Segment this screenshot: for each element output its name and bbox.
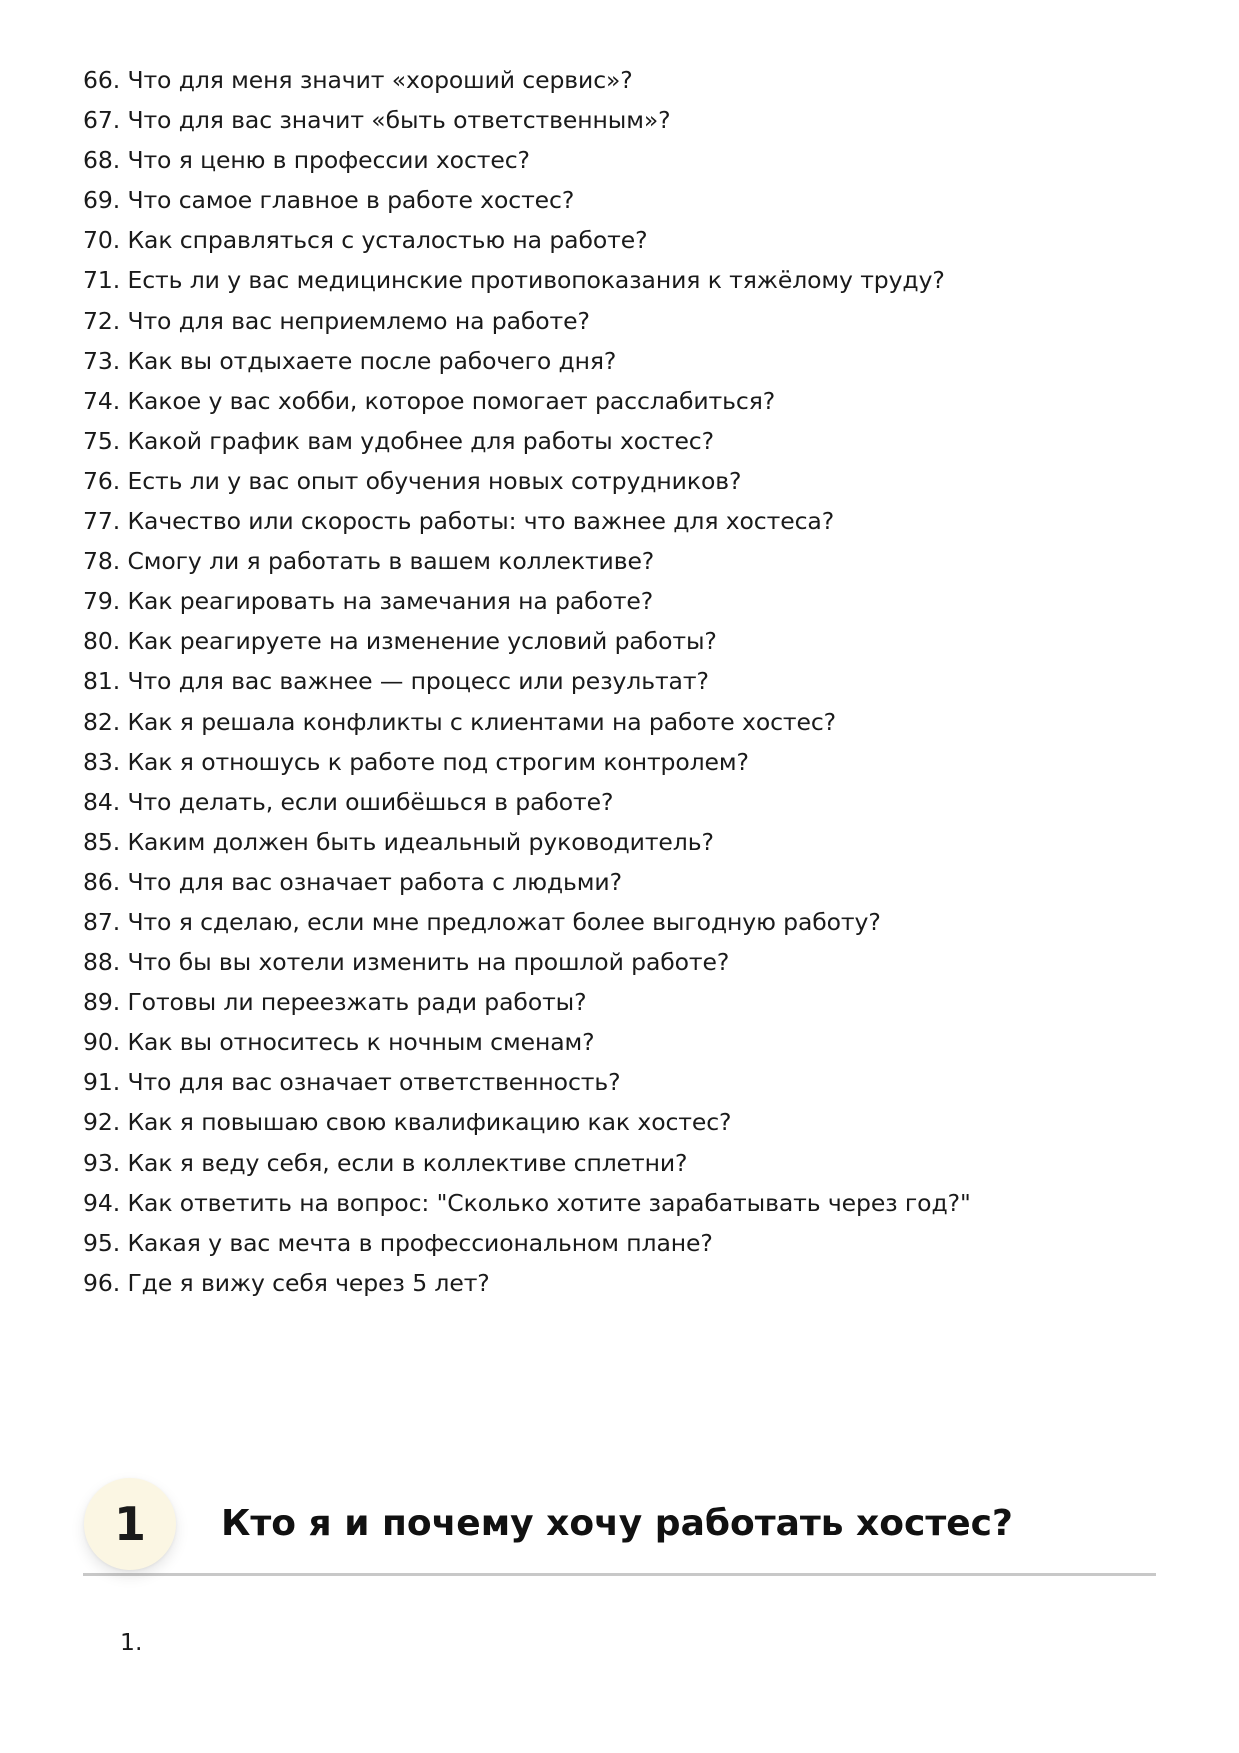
question-text: Что для вас означает работа с людьми? bbox=[127, 867, 622, 896]
question-number: 85. bbox=[83, 827, 121, 856]
section-header bbox=[83, 1478, 1156, 1576]
question-number: 95. bbox=[83, 1228, 121, 1257]
question-item bbox=[83, 1022, 971, 1062]
question-item bbox=[83, 702, 971, 742]
question-text: Есть ли у вас медицинские противопоказания к тяжёлому труду? bbox=[127, 266, 945, 295]
question-number: 88. bbox=[83, 948, 121, 977]
question-item bbox=[83, 541, 971, 581]
question-text: Как я веду себя, если в коллективе сплетни? bbox=[127, 1148, 688, 1177]
question-number: 77. bbox=[83, 507, 121, 536]
question-number: 73. bbox=[83, 346, 121, 375]
question-text: Как справляться с усталостью на работе? bbox=[127, 226, 648, 255]
question-item bbox=[83, 1223, 971, 1263]
question-text: Что я сделаю, если мне предложат более выгодную работу? bbox=[127, 907, 881, 936]
question-text: Как реагировать на замечания на работе? bbox=[127, 587, 654, 616]
question-text: Какая у вас мечта в профессиональном плане? bbox=[127, 1228, 713, 1257]
question-number: 66. bbox=[83, 66, 121, 94]
question-item bbox=[83, 1102, 971, 1142]
question-item bbox=[83, 982, 971, 1022]
question-item bbox=[83, 1263, 971, 1303]
question-number: 71. bbox=[83, 266, 121, 295]
question-text: Что самое главное в работе хостес? bbox=[127, 186, 575, 215]
question-item bbox=[83, 621, 971, 661]
question-number: 92. bbox=[83, 1108, 121, 1137]
question-item bbox=[83, 1143, 971, 1183]
question-number: 72. bbox=[83, 306, 121, 335]
question-text: Что делать, если ошибёшься в работе? bbox=[127, 787, 614, 816]
question-number: 94. bbox=[83, 1188, 121, 1217]
question-text: Какой график вам удобнее для работы хостес? bbox=[127, 426, 714, 455]
question-text: Как вы отдыхаете после рабочего дня? bbox=[127, 346, 617, 375]
question-number: 87. bbox=[83, 907, 121, 936]
question-list bbox=[83, 60, 971, 1303]
question-number: 80. bbox=[83, 627, 121, 656]
question-item bbox=[83, 461, 971, 501]
question-text: Что для вас значит «быть ответственным»? bbox=[127, 106, 671, 135]
question-text: Смогу ли я работать в вашем коллективе? bbox=[127, 547, 655, 576]
question-number: 78. bbox=[83, 547, 121, 576]
question-number: 93. bbox=[83, 1148, 121, 1177]
question-item bbox=[83, 301, 971, 341]
question-number: 96. bbox=[83, 1268, 121, 1297]
question-number: 67. bbox=[83, 106, 121, 135]
question-text: Как я решала конфликты с клиентами на работе хостес? bbox=[127, 707, 837, 736]
question-item bbox=[83, 782, 971, 822]
question-text: Какое у вас хобби, которое помогает расслабиться? bbox=[127, 386, 776, 415]
question-item bbox=[83, 661, 971, 701]
question-number: 69. bbox=[83, 186, 121, 215]
question-text: Как я отношусь к работе под строгим контролем? bbox=[127, 747, 749, 776]
question-item bbox=[83, 100, 971, 140]
question-item bbox=[83, 60, 971, 100]
sub-item-number: 1. bbox=[120, 1628, 143, 1656]
question-item bbox=[83, 862, 971, 902]
question-item bbox=[83, 341, 971, 381]
question-item bbox=[83, 501, 971, 541]
question-item bbox=[83, 220, 971, 260]
question-number: 76. bbox=[83, 466, 121, 495]
question-item bbox=[83, 381, 971, 421]
question-text: Как я повышаю свою квалификацию как хостес? bbox=[127, 1108, 732, 1137]
section-title: Кто я и почему хочу работать хостес? bbox=[221, 1503, 1013, 1544]
question-text: Как реагируете на изменение условий работы? bbox=[127, 627, 717, 656]
question-text: Есть ли у вас опыт обучения новых сотрудников? bbox=[127, 466, 742, 495]
question-item bbox=[83, 140, 971, 180]
question-number: 83. bbox=[83, 747, 121, 776]
question-text: Каким должен быть идеальный руководитель? bbox=[127, 827, 714, 856]
question-number: 90. bbox=[83, 1028, 121, 1057]
question-number: 79. bbox=[83, 587, 121, 616]
question-number: 89. bbox=[83, 988, 121, 1017]
question-number: 70. bbox=[83, 226, 121, 255]
question-item bbox=[83, 581, 971, 621]
question-item bbox=[83, 1062, 971, 1102]
question-text: Как вы относитесь к ночным сменам? bbox=[127, 1028, 595, 1057]
question-text: Что я ценю в профессии хостес? bbox=[127, 146, 530, 175]
section-number-badge: 1 bbox=[84, 1478, 176, 1570]
question-text: Где я вижу себя через 5 лет? bbox=[127, 1268, 490, 1297]
question-number: 91. bbox=[83, 1068, 121, 1097]
question-text: Что для меня значит «хороший сервис»? bbox=[127, 66, 633, 94]
question-number: 68. bbox=[83, 146, 121, 175]
question-number: 82. bbox=[83, 707, 121, 736]
question-item bbox=[83, 902, 971, 942]
question-item bbox=[83, 1183, 971, 1223]
question-number: 84. bbox=[83, 787, 121, 816]
question-text: Что для вас важнее — процесс или результат? bbox=[127, 667, 709, 696]
question-text: Качество или скорость работы: что важнее для хостеса? bbox=[127, 507, 835, 536]
question-item bbox=[83, 822, 971, 862]
question-item bbox=[83, 421, 971, 461]
question-number: 74. bbox=[83, 386, 121, 415]
question-text: Как ответить на вопрос: "Сколько хотите зарабатывать через год?" bbox=[127, 1188, 971, 1217]
question-number: 86. bbox=[83, 867, 121, 896]
question-text: Что для вас означает ответственность? bbox=[127, 1068, 621, 1097]
question-item bbox=[83, 260, 971, 300]
question-text: Готовы ли переезжать ради работы? bbox=[127, 988, 587, 1017]
question-text: Что бы вы хотели изменить на прошлой работе? bbox=[127, 948, 730, 977]
question-item bbox=[83, 942, 971, 982]
question-text: Что для вас неприемлемо на работе? bbox=[127, 306, 590, 335]
question-item bbox=[83, 180, 971, 220]
question-item bbox=[83, 742, 971, 782]
question-number: 81. bbox=[83, 667, 121, 696]
question-number: 75. bbox=[83, 426, 121, 455]
